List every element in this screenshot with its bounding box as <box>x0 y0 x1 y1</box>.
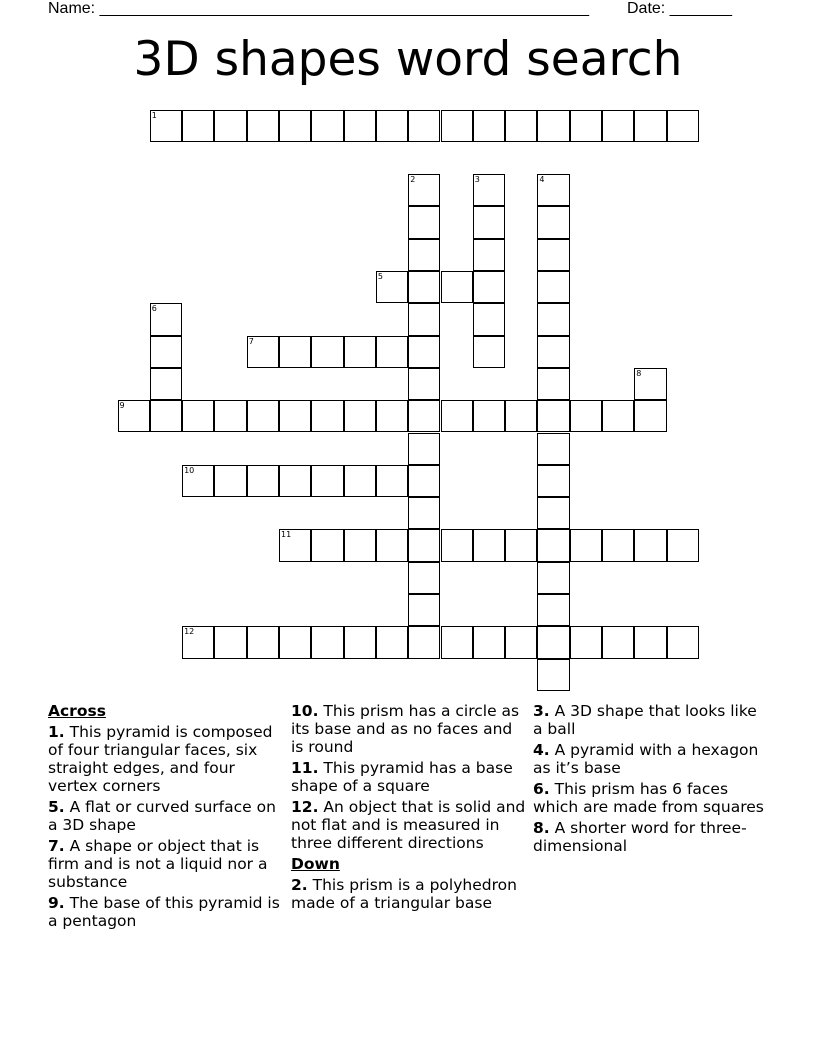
clue-item-text: A shape or object that is firm and is not a liquid nor a substance <box>48 837 268 891</box>
grid-cell[interactable] <box>505 626 537 658</box>
clue-item-number: 11. <box>291 759 319 777</box>
grid-cell[interactable] <box>441 400 473 432</box>
clue-item <box>291 702 527 756</box>
grid-cell[interactable] <box>473 529 505 561</box>
clue-number: 6 <box>151 304 157 314</box>
clue-item-text: A shorter word for three-dimensional <box>533 819 747 855</box>
grid-cell[interactable] <box>344 336 376 368</box>
grid-cell[interactable] <box>376 529 408 561</box>
grid-cell[interactable] <box>441 110 473 142</box>
grid-cell[interactable] <box>667 626 699 658</box>
clue-column-1 <box>48 702 284 933</box>
grid-cell[interactable] <box>634 529 666 561</box>
grid-cell[interactable] <box>602 529 634 561</box>
clue-item-number: 5. <box>48 798 65 816</box>
grid-cell[interactable] <box>247 400 279 432</box>
grid-cell[interactable] <box>505 110 537 142</box>
clue-column-3 <box>533 702 769 858</box>
clue-item-text: The base of this pyramid is a pentagon <box>48 894 280 930</box>
grid-cell[interactable] <box>537 497 569 529</box>
grid-cell[interactable] <box>505 529 537 561</box>
clue-item-number: 9. <box>48 894 65 912</box>
grid-cell[interactable] <box>344 529 376 561</box>
clue-number: 1 <box>151 110 157 120</box>
grid-cell[interactable] <box>376 336 408 368</box>
grid-cell[interactable] <box>473 400 505 432</box>
grid-cell[interactable] <box>408 529 440 561</box>
grid-cell[interactable] <box>473 174 505 206</box>
clue-item-text: A 3D shape that looks like a ball <box>533 702 757 738</box>
clue-number: 9 <box>119 401 125 411</box>
grid-cell[interactable] <box>634 110 666 142</box>
grid-cell[interactable] <box>182 110 214 142</box>
grid-cell[interactable] <box>570 626 602 658</box>
date-field[interactable]: Date: _______ <box>627 0 732 17</box>
page-title: 3D shapes word search <box>133 32 683 87</box>
grid-cell[interactable] <box>570 110 602 142</box>
grid-cell[interactable] <box>537 529 569 561</box>
grid-cell[interactable] <box>570 400 602 432</box>
grid-cell[interactable] <box>376 626 408 658</box>
clue-item-number: 12. <box>291 798 319 816</box>
grid-cell[interactable] <box>602 110 634 142</box>
grid-cell[interactable] <box>376 400 408 432</box>
grid-cell[interactable] <box>279 400 311 432</box>
grid-cell[interactable] <box>311 400 343 432</box>
grid-cell[interactable] <box>279 336 311 368</box>
grid-cell[interactable] <box>602 400 634 432</box>
grid-cell[interactable] <box>408 271 440 303</box>
grid-cell[interactable] <box>537 110 569 142</box>
clue-item <box>291 759 527 795</box>
grid-cell[interactable] <box>214 465 246 497</box>
clue-number: 5 <box>377 272 383 281</box>
grid-cell[interactable] <box>408 303 440 335</box>
clue-number: 11 <box>281 530 292 540</box>
clue-item-text: This prism is a polyhedron made of a triangular base <box>291 876 517 912</box>
grid-cell[interactable] <box>247 110 279 142</box>
grid-cell[interactable] <box>537 368 569 400</box>
clue-item <box>533 819 769 855</box>
grid-cell[interactable] <box>537 562 569 594</box>
grid-cell[interactable] <box>634 400 666 432</box>
grid-cell[interactable] <box>537 465 569 497</box>
grid-cell[interactable] <box>537 626 569 658</box>
clue-number: 2 <box>410 175 416 185</box>
clue-item-number: 1. <box>48 723 65 741</box>
clue-item <box>48 894 284 930</box>
grid-cell[interactable] <box>182 400 214 432</box>
grid-cell[interactable] <box>408 562 440 594</box>
grid-cell[interactable] <box>214 400 246 432</box>
grid-cell[interactable] <box>667 110 699 142</box>
clue-item-text: This prism has a circle as its base and as no faces and is round <box>291 702 520 756</box>
grid-cell[interactable] <box>247 465 279 497</box>
grid-cell[interactable] <box>408 497 440 529</box>
grid-cell[interactable] <box>279 110 311 142</box>
grid-cell[interactable] <box>473 110 505 142</box>
grid-cell[interactable] <box>376 271 408 303</box>
clue-item <box>48 723 284 795</box>
grid-cell[interactable] <box>441 626 473 658</box>
grid-cell[interactable] <box>537 659 569 691</box>
clue-column-2 <box>291 702 527 915</box>
grid-cell[interactable] <box>473 336 505 368</box>
clue-item-text: A pyramid with a hexagon as it’s base <box>533 741 759 777</box>
grid-cell[interactable] <box>150 400 182 432</box>
grid-cell[interactable] <box>376 465 408 497</box>
grid-cell[interactable] <box>408 465 440 497</box>
grid-cell[interactable] <box>182 465 214 497</box>
grid-cell[interactable] <box>311 110 343 142</box>
grid-cell[interactable] <box>311 336 343 368</box>
clue-number: 7 <box>248 336 254 346</box>
grid-cell[interactable] <box>537 174 569 206</box>
grid-cell[interactable] <box>408 336 440 368</box>
clue-item-text: A flat or curved surface on a 3D shape <box>48 798 276 834</box>
grid-cell[interactable] <box>408 368 440 400</box>
clue-number: 8 <box>636 368 642 378</box>
clue-item-text: An object that is solid and not flat and is measured in three different directions <box>291 798 526 852</box>
grid-cell[interactable] <box>441 271 473 303</box>
grid-cell[interactable] <box>311 529 343 561</box>
grid-cell[interactable] <box>344 110 376 142</box>
grid-cell[interactable] <box>376 110 408 142</box>
clue-item-number: 6. <box>533 780 550 798</box>
clue-number: 4 <box>539 175 545 185</box>
clue-item-number: 2. <box>291 876 308 894</box>
grid-cell[interactable] <box>408 239 440 271</box>
down-heading: Down <box>291 855 340 873</box>
grid-cell[interactable] <box>441 529 473 561</box>
grid-cell[interactable] <box>311 465 343 497</box>
grid-cell[interactable] <box>214 626 246 658</box>
grid-cell[interactable] <box>247 336 279 368</box>
clue-item-number: 8. <box>533 819 550 837</box>
grid-cell[interactable] <box>537 206 569 238</box>
grid-cell[interactable] <box>667 529 699 561</box>
grid-cell[interactable] <box>182 626 214 658</box>
grid-cell[interactable] <box>473 271 505 303</box>
grid-cell[interactable] <box>279 465 311 497</box>
grid-cell[interactable] <box>408 400 440 432</box>
grid-cell[interactable] <box>150 368 182 400</box>
grid-cell[interactable] <box>150 336 182 368</box>
grid-cell[interactable] <box>214 110 246 142</box>
grid-cell[interactable] <box>537 433 569 465</box>
grid-cell[interactable] <box>408 433 440 465</box>
grid-cell[interactable] <box>473 206 505 238</box>
clue-item-text: This pyramid is composed of four triangular faces, six straight edges, and four vertex corners <box>48 723 273 795</box>
grid-cell[interactable] <box>537 336 569 368</box>
grid-cell[interactable] <box>150 110 182 142</box>
grid-cell[interactable] <box>537 239 569 271</box>
grid-cell[interactable] <box>602 626 634 658</box>
grid-cell[interactable] <box>473 303 505 335</box>
clue-item-text: This pyramid has a base shape of a square <box>291 759 513 795</box>
clue-item-number: 10. <box>291 702 319 720</box>
clue-item-text: This prism has 6 faces which are made from squares <box>533 780 764 816</box>
grid-cell[interactable] <box>505 400 537 432</box>
clue-item-number: 4. <box>533 741 550 759</box>
clue-item-number: 7. <box>48 837 65 855</box>
grid-cell[interactable] <box>279 626 311 658</box>
grid-cell[interactable] <box>311 626 343 658</box>
grid-cell[interactable] <box>344 626 376 658</box>
clue-item <box>291 798 527 852</box>
grid-cell[interactable] <box>634 626 666 658</box>
grid-cell[interactable] <box>473 239 505 271</box>
grid-cell[interactable] <box>537 400 569 432</box>
clue-item <box>291 876 527 912</box>
grid-cell[interactable] <box>150 303 182 335</box>
across-heading: Across <box>48 702 106 720</box>
grid-cell[interactable] <box>408 626 440 658</box>
clue-item <box>533 702 769 738</box>
clue-number: 3 <box>474 175 480 185</box>
grid-cell[interactable] <box>570 529 602 561</box>
grid-cell[interactable] <box>247 626 279 658</box>
clue-item <box>533 741 769 777</box>
grid-cell[interactable] <box>537 271 569 303</box>
grid-cell[interactable] <box>408 110 440 142</box>
grid-cell[interactable] <box>537 303 569 335</box>
grid-cell[interactable] <box>279 529 311 561</box>
clue-number: 10 <box>184 465 195 475</box>
grid-cell[interactable] <box>473 626 505 658</box>
grid-cell[interactable] <box>344 400 376 432</box>
clue-item-number: 3. <box>533 702 550 720</box>
name-field[interactable]: Name: _______________________________________________________ <box>48 0 589 17</box>
grid-cell[interactable] <box>408 174 440 206</box>
grid-cell[interactable] <box>537 594 569 626</box>
grid-cell[interactable] <box>634 368 666 400</box>
clue-item <box>48 837 284 891</box>
grid-cell[interactable] <box>408 594 440 626</box>
clue-item <box>533 780 769 816</box>
grid-cell[interactable] <box>118 400 150 432</box>
grid-cell[interactable] <box>408 206 440 238</box>
grid-cell[interactable] <box>344 465 376 497</box>
clue-item <box>48 798 284 834</box>
clue-number: 12 <box>184 627 195 637</box>
